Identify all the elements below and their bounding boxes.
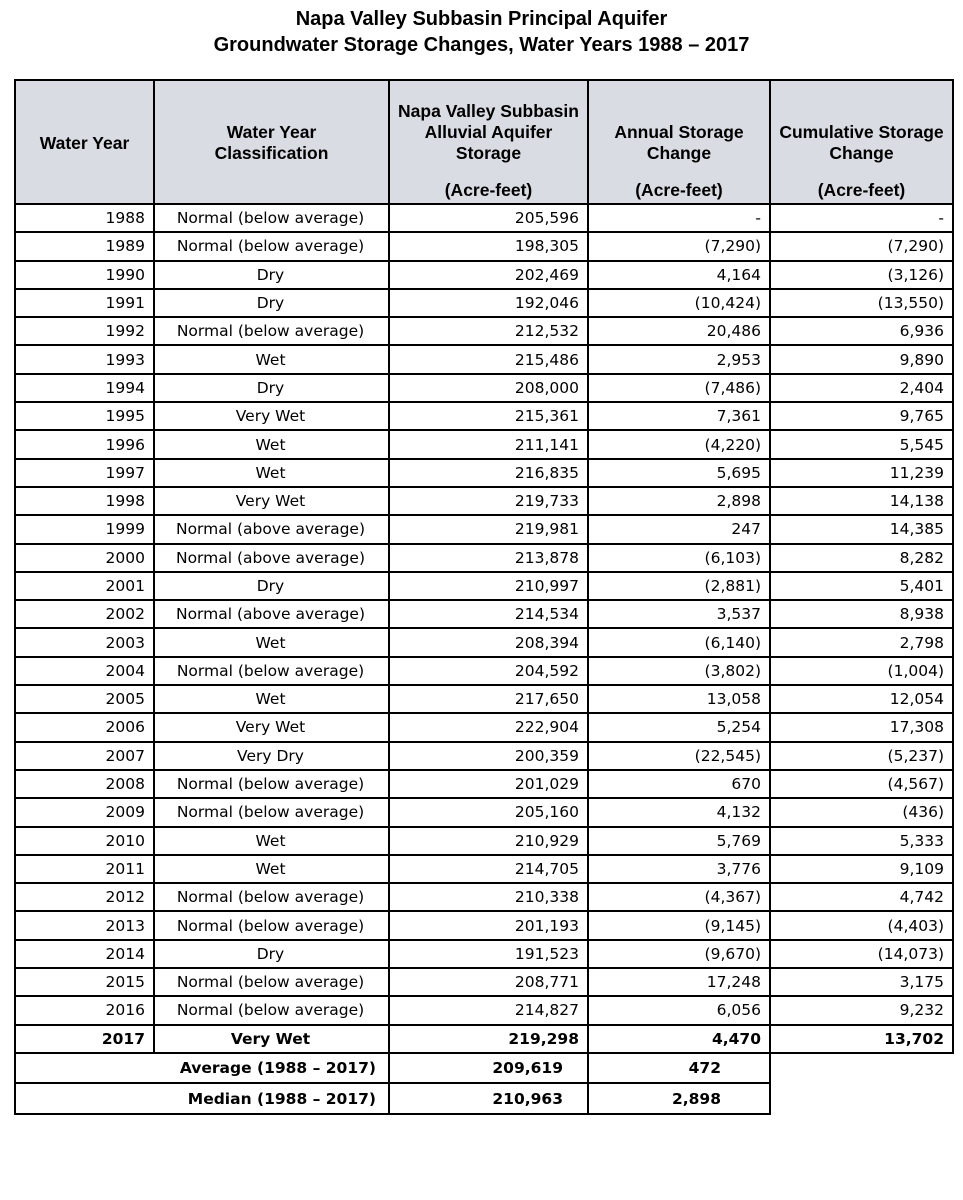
cumulative-change-cell: 9,109 xyxy=(770,855,953,883)
water-year-cell: 1990 xyxy=(15,261,154,289)
annual-change-cell: 13,058 xyxy=(588,685,770,713)
header-row xyxy=(15,80,953,204)
classification-cell: Dry xyxy=(154,374,389,402)
cumulative-change-cell: 8,282 xyxy=(770,544,953,572)
cumulative-change-cell: 5,333 xyxy=(770,827,953,855)
col-header-water-year: Water Year xyxy=(15,80,154,204)
aquifer-storage-cell: 202,469 xyxy=(389,261,588,289)
classification-cell: Dry xyxy=(154,940,389,968)
annual-change-cell: 5,254 xyxy=(588,713,770,741)
table-row xyxy=(15,770,953,798)
table-row xyxy=(15,459,953,487)
annual-change-cell: 17,248 xyxy=(588,968,770,996)
title-line-1: Napa Valley Subbasin Principal Aquifer xyxy=(295,8,668,30)
summary-row-average xyxy=(15,1053,953,1084)
classification-cell: Normal (below average) xyxy=(154,911,389,939)
unit-label: (Acre-feet) xyxy=(635,180,723,200)
water-year-cell: 2006 xyxy=(15,713,154,741)
water-year-cell: 1989 xyxy=(15,232,154,260)
annual-change-cell: (7,486) xyxy=(588,374,770,402)
cumulative-change-cell: 11,239 xyxy=(770,459,953,487)
classification-cell: Normal (above average) xyxy=(154,544,389,572)
aquifer-storage-cell: 210,997 xyxy=(389,572,588,600)
storage-table xyxy=(14,79,954,1115)
water-year-cell: 1997 xyxy=(15,459,154,487)
aquifer-storage-cell: 198,305 xyxy=(389,232,588,260)
water-year-cell: 1991 xyxy=(15,289,154,317)
classification-cell: Dry xyxy=(154,261,389,289)
aquifer-storage-cell: 192,046 xyxy=(389,289,588,317)
aquifer-storage-cell: 219,733 xyxy=(389,487,588,515)
water-year-cell: 2016 xyxy=(15,996,154,1024)
water-year-cell: 2014 xyxy=(15,940,154,968)
cumulative-change-cell: 2,798 xyxy=(770,628,953,656)
cumulative-change-cell: (7,290) xyxy=(770,232,953,260)
annual-change-cell: 2,898 xyxy=(588,487,770,515)
classification-cell: Very Wet xyxy=(154,713,389,741)
water-year-cell: 2001 xyxy=(15,572,154,600)
median-label: Median (1988 – 2017) xyxy=(15,1083,389,1114)
aquifer-storage-cell: 214,705 xyxy=(389,855,588,883)
water-year-cell: 1996 xyxy=(15,430,154,458)
classification-cell: Normal (below average) xyxy=(154,204,389,232)
empty-cell xyxy=(770,1083,953,1114)
table-row xyxy=(15,487,953,515)
table-row xyxy=(15,430,953,458)
cumulative-change-cell: 5,545 xyxy=(770,430,953,458)
classification-cell: Very Wet xyxy=(154,402,389,430)
classification-cell: Normal (below average) xyxy=(154,798,389,826)
aquifer-storage-cell: 216,835 xyxy=(389,459,588,487)
col-header-cumulative-change: Cumulative Storage Change (Acre-feet) xyxy=(770,80,953,204)
table-row xyxy=(15,940,953,968)
aquifer-storage-cell: 219,981 xyxy=(389,515,588,543)
annual-change-cell: (10,424) xyxy=(588,289,770,317)
cumulative-change-cell: 9,890 xyxy=(770,345,953,373)
cumulative-change-cell: (436) xyxy=(770,798,953,826)
aquifer-storage-cell: 205,596 xyxy=(389,204,588,232)
classification-cell: Wet xyxy=(154,827,389,855)
annual-change-cell: 20,486 xyxy=(588,317,770,345)
annual-change-cell: (9,670) xyxy=(588,940,770,968)
classification-cell: Wet xyxy=(154,430,389,458)
cumulative-change-cell: (3,126) xyxy=(770,261,953,289)
cumulative-change-cell: 14,138 xyxy=(770,487,953,515)
water-year-cell: 1998 xyxy=(15,487,154,515)
cumulative-change-cell: 8,938 xyxy=(770,600,953,628)
annual-change-cell: (4,220) xyxy=(588,430,770,458)
median-storage: 210,963 xyxy=(389,1083,588,1114)
cumulative-change-cell: 17,308 xyxy=(770,713,953,741)
table-row xyxy=(15,911,953,939)
water-year-cell: 2007 xyxy=(15,742,154,770)
table-row xyxy=(15,685,953,713)
table-row xyxy=(15,317,953,345)
table-row xyxy=(15,204,953,232)
annual-change-cell: - xyxy=(588,204,770,232)
annual-change-cell: (4,367) xyxy=(588,883,770,911)
classification-cell: Normal (below average) xyxy=(154,770,389,798)
cumulative-change-cell: 12,054 xyxy=(770,685,953,713)
annual-change-cell: 247 xyxy=(588,515,770,543)
table-row xyxy=(15,1025,953,1053)
aquifer-storage-cell: 215,486 xyxy=(389,345,588,373)
water-year-cell: 1993 xyxy=(15,345,154,373)
water-year-cell: 2013 xyxy=(15,911,154,939)
annual-change-cell: 2,953 xyxy=(588,345,770,373)
annual-change-cell: (6,103) xyxy=(588,544,770,572)
col-header-annual-change: Annual Storage Change (Acre-feet) xyxy=(588,80,770,204)
aquifer-storage-cell: 201,193 xyxy=(389,911,588,939)
classification-cell: Normal (below average) xyxy=(154,883,389,911)
aquifer-storage-cell: 208,000 xyxy=(389,374,588,402)
annual-change-cell: 7,361 xyxy=(588,402,770,430)
classification-cell: Normal (below average) xyxy=(154,996,389,1024)
aquifer-storage-cell: 222,904 xyxy=(389,713,588,741)
cumulative-change-cell: (4,567) xyxy=(770,770,953,798)
aquifer-storage-cell: 210,338 xyxy=(389,883,588,911)
aquifer-storage-cell: 211,141 xyxy=(389,430,588,458)
annual-change-cell: (22,545) xyxy=(588,742,770,770)
annual-change-cell: (7,290) xyxy=(588,232,770,260)
cumulative-change-cell: 9,765 xyxy=(770,402,953,430)
classification-cell: Wet xyxy=(154,345,389,373)
classification-cell: Wet xyxy=(154,855,389,883)
water-year-cell: 1995 xyxy=(15,402,154,430)
median-annual-change: 2,898 xyxy=(588,1083,770,1114)
water-year-cell: 2017 xyxy=(15,1025,154,1053)
classification-cell: Normal (below average) xyxy=(154,232,389,260)
classification-cell: Wet xyxy=(154,459,389,487)
table-row xyxy=(15,628,953,656)
cumulative-change-cell: 9,232 xyxy=(770,996,953,1024)
table-row xyxy=(15,798,953,826)
classification-cell: Wet xyxy=(154,628,389,656)
table-row xyxy=(15,855,953,883)
annual-change-cell: 3,776 xyxy=(588,855,770,883)
table-row xyxy=(15,345,953,373)
average-annual-change: 472 xyxy=(588,1053,770,1084)
water-year-cell: 2005 xyxy=(15,685,154,713)
aquifer-storage-cell: 210,929 xyxy=(389,827,588,855)
table-row xyxy=(15,968,953,996)
water-year-cell: 2002 xyxy=(15,600,154,628)
cumulative-change-cell: 13,702 xyxy=(770,1025,953,1053)
water-year-cell: 2004 xyxy=(15,657,154,685)
cumulative-change-cell: (5,237) xyxy=(770,742,953,770)
water-year-cell: 2010 xyxy=(15,827,154,855)
table-row xyxy=(15,657,953,685)
table-row xyxy=(15,996,953,1024)
annual-change-cell: 4,164 xyxy=(588,261,770,289)
classification-cell: Normal (below average) xyxy=(154,657,389,685)
classification-cell: Dry xyxy=(154,289,389,317)
aquifer-storage-cell: 191,523 xyxy=(389,940,588,968)
annual-change-cell: 3,537 xyxy=(588,600,770,628)
annual-change-cell: 4,470 xyxy=(588,1025,770,1053)
water-year-cell: 2003 xyxy=(15,628,154,656)
table-title xyxy=(0,6,963,58)
table-row xyxy=(15,544,953,572)
classification-cell: Wet xyxy=(154,685,389,713)
table-row xyxy=(15,827,953,855)
aquifer-storage-cell: 217,650 xyxy=(389,685,588,713)
water-year-cell: 2008 xyxy=(15,770,154,798)
table-row xyxy=(15,742,953,770)
empty-cell xyxy=(770,1053,953,1084)
annual-change-cell: 4,132 xyxy=(588,798,770,826)
annual-change-cell: 5,769 xyxy=(588,827,770,855)
cumulative-change-cell: 3,175 xyxy=(770,968,953,996)
classification-cell: Very Dry xyxy=(154,742,389,770)
aquifer-storage-cell: 204,592 xyxy=(389,657,588,685)
average-storage: 209,619 xyxy=(389,1053,588,1084)
table-row xyxy=(15,374,953,402)
annual-change-cell: (6,140) xyxy=(588,628,770,656)
classification-cell: Normal (below average) xyxy=(154,317,389,345)
cumulative-change-cell: 6,936 xyxy=(770,317,953,345)
cumulative-change-cell: (4,403) xyxy=(770,911,953,939)
table-row xyxy=(15,289,953,317)
water-year-cell: 1999 xyxy=(15,515,154,543)
table-row xyxy=(15,572,953,600)
summary-row-median xyxy=(15,1083,953,1114)
title-line-2: Groundwater Storage Changes, Water Years 1988 – 2017 xyxy=(213,34,750,56)
col-header-classification: Water Year Classification xyxy=(154,80,389,204)
annual-change-cell: (9,145) xyxy=(588,911,770,939)
annual-change-cell: (3,802) xyxy=(588,657,770,685)
water-year-cell: 1988 xyxy=(15,204,154,232)
aquifer-storage-cell: 201,029 xyxy=(389,770,588,798)
classification-cell: Normal (above average) xyxy=(154,515,389,543)
aquifer-storage-cell: 214,534 xyxy=(389,600,588,628)
cumulative-change-cell: 4,742 xyxy=(770,883,953,911)
cumulative-change-cell: (1,004) xyxy=(770,657,953,685)
table-row xyxy=(15,232,953,260)
water-year-cell: 2011 xyxy=(15,855,154,883)
unit-label: (Acre-feet) xyxy=(444,180,533,200)
col-header-aquifer-storage: Napa Valley Subbasin Alluvial Aquifer Storage (Acre-feet) xyxy=(389,80,588,204)
unit-label: (Acre-feet) xyxy=(817,180,906,200)
table-row xyxy=(15,600,953,628)
water-year-cell: 1994 xyxy=(15,374,154,402)
cumulative-change-cell: - xyxy=(770,204,953,232)
water-year-cell: 1992 xyxy=(15,317,154,345)
annual-change-cell: 6,056 xyxy=(588,996,770,1024)
cumulative-change-cell: 14,385 xyxy=(770,515,953,543)
annual-change-cell: 5,695 xyxy=(588,459,770,487)
classification-cell: Normal (below average) xyxy=(154,968,389,996)
aquifer-storage-cell: 208,394 xyxy=(389,628,588,656)
classification-cell: Dry xyxy=(154,572,389,600)
classification-cell: Normal (above average) xyxy=(154,600,389,628)
annual-change-cell: (2,881) xyxy=(588,572,770,600)
cumulative-change-cell: 2,404 xyxy=(770,374,953,402)
annual-change-cell: 670 xyxy=(588,770,770,798)
water-year-cell: 2015 xyxy=(15,968,154,996)
aquifer-storage-cell: 200,359 xyxy=(389,742,588,770)
water-year-cell: 2009 xyxy=(15,798,154,826)
table-row xyxy=(15,515,953,543)
cumulative-change-cell: 5,401 xyxy=(770,572,953,600)
aquifer-storage-cell: 212,532 xyxy=(389,317,588,345)
classification-cell: Very Wet xyxy=(154,487,389,515)
classification-cell: Very Wet xyxy=(154,1025,389,1053)
cumulative-change-cell: (13,550) xyxy=(770,289,953,317)
table-row xyxy=(15,402,953,430)
average-label: Average (1988 – 2017) xyxy=(15,1053,389,1084)
aquifer-storage-cell: 205,160 xyxy=(389,798,588,826)
water-year-cell: 2012 xyxy=(15,883,154,911)
water-year-cell: 2000 xyxy=(15,544,154,572)
aquifer-storage-cell: 213,878 xyxy=(389,544,588,572)
cumulative-change-cell: (14,073) xyxy=(770,940,953,968)
aquifer-storage-cell: 219,298 xyxy=(389,1025,588,1053)
table-row xyxy=(15,713,953,741)
table-row xyxy=(15,883,953,911)
aquifer-storage-cell: 215,361 xyxy=(389,402,588,430)
aquifer-storage-cell: 208,771 xyxy=(389,968,588,996)
table-row xyxy=(15,261,953,289)
aquifer-storage-cell: 214,827 xyxy=(389,996,588,1024)
